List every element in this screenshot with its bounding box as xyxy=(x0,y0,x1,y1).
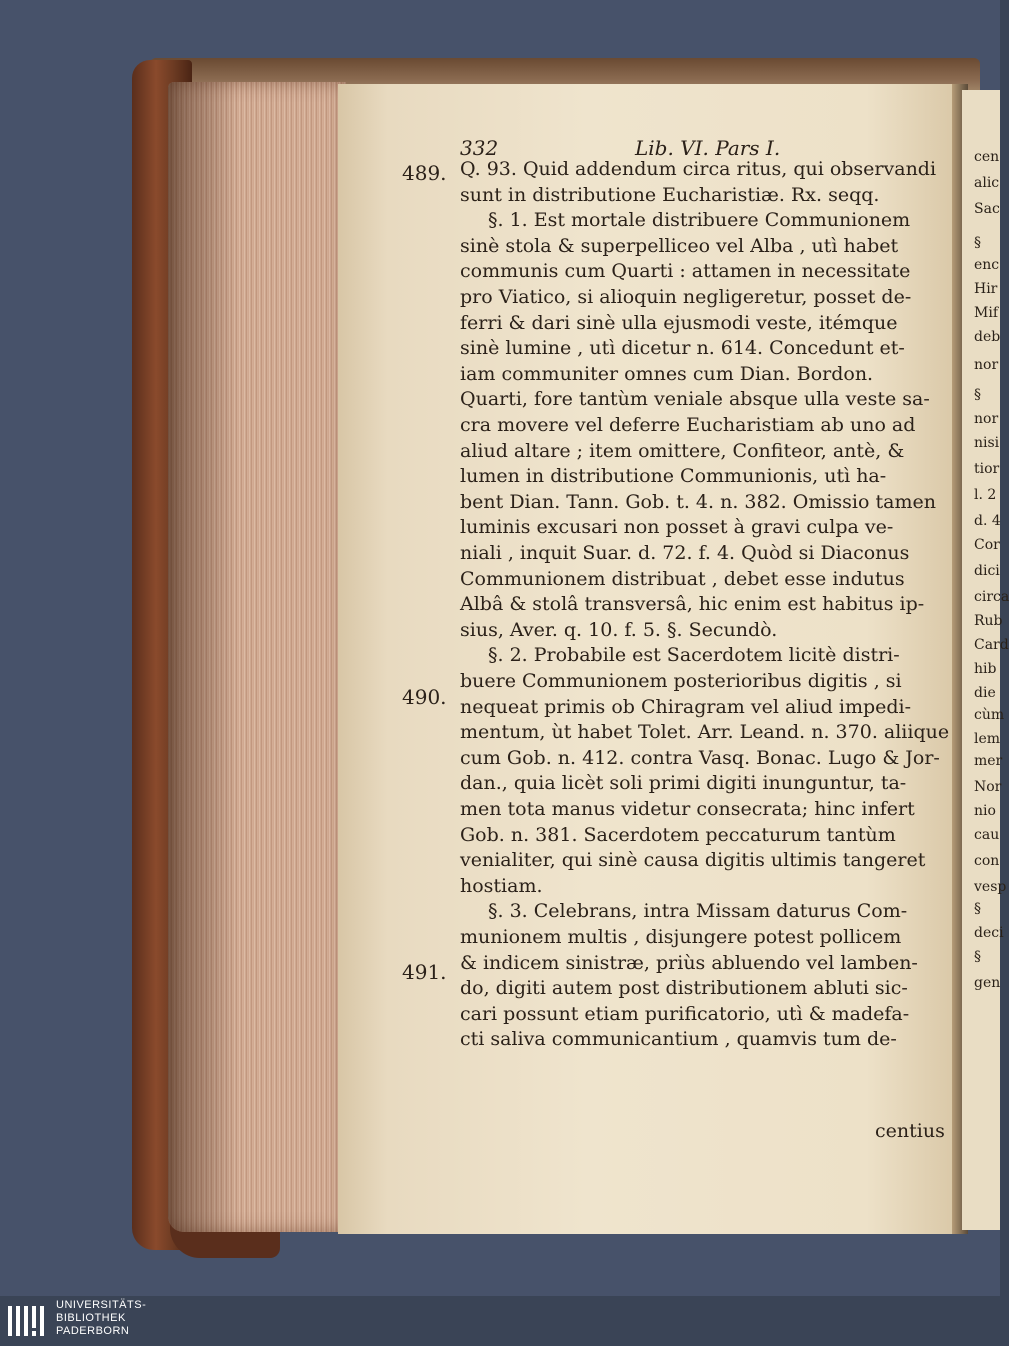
facing-page-fragment: die xyxy=(974,685,996,701)
facing-page-fragment: l. 2 xyxy=(974,487,997,503)
facing-page-fragment: nor xyxy=(974,357,999,373)
facing-page xyxy=(962,90,1009,1230)
facing-page-fragment: Nor xyxy=(974,779,1002,795)
facing-page-fragment: Rub xyxy=(974,613,1003,629)
text-line: buere Communionem posterioribus digitis , si xyxy=(460,670,902,692)
text-line: iam communiter omnes cum Dian. Bordon. xyxy=(460,362,874,385)
text-line: Quarti, fore tantùm veniale absque ulla veste sa- xyxy=(460,388,930,411)
text-line: luminis excusari non posset à gravi culpa ve- xyxy=(460,516,894,539)
text-line: communis cum Quarti : attamen in necessitate xyxy=(460,260,911,283)
text-line: Albâ & stolâ transversâ, hic enim est habitus ip- xyxy=(460,593,925,616)
facing-page-fragment: Card xyxy=(974,637,1009,653)
facing-page-fragment: § xyxy=(974,387,981,403)
text-line: Gob. n. 381. Sacerdotem peccaturum tantùm xyxy=(460,823,896,846)
text-line: & indicem sinistræ, priùs abluendo vel lamben- xyxy=(460,951,918,974)
text-line: do, digiti autem post distributionem abluti sic- xyxy=(460,977,908,1000)
text-line: cari possunt etiam purificatorio, utì & madefa- xyxy=(460,1002,910,1025)
text-line: pro Viatico, si alioquin negligeretur, posset de- xyxy=(460,286,912,308)
facing-page-fragment: nisi xyxy=(974,435,1000,451)
facing-page-fragment: cùm xyxy=(974,707,1005,723)
text-line: dan., quia licèt soli primi digiti inunguntur, ta- xyxy=(460,772,907,795)
facing-page-fragment: § xyxy=(974,235,981,251)
page-edges-shadow xyxy=(168,82,238,1232)
text-line: aliud altare ; item omittere, Confiteor, antè, & xyxy=(460,439,905,462)
facing-page-fragment: nor xyxy=(974,411,999,427)
facing-page-fragment: deb xyxy=(974,329,1001,345)
text-line: hostiam. xyxy=(460,874,543,897)
text-line: cum Gob. n. 412. contra Vasq. Bonac. Lugo & Jor- xyxy=(460,746,940,769)
facing-page-fragment: § xyxy=(974,901,981,917)
facing-page-fragment: d. 4 xyxy=(974,513,1001,529)
margin-number-490: 490. xyxy=(402,685,447,709)
text-line: ferri & dari sinè ulla ejusmodi veste, itémque xyxy=(460,311,898,334)
text-line: sunt in distributione Eucharistiæ. Rx. seqq. xyxy=(460,183,880,206)
library-name-line1: UNIVERSITÄTS- xyxy=(56,1299,147,1311)
text-line: bent Dian. Tann. Gob. t. 4. n. 382. Omissio tamen xyxy=(460,490,936,513)
facing-page-fragment: dici xyxy=(974,563,1000,579)
facing-page-fragment: hib xyxy=(974,661,997,677)
facing-page-fragment: vesp xyxy=(974,879,1007,895)
library-name-line2: BIBLIOTHEK xyxy=(56,1312,126,1324)
facing-page-fragment: enc xyxy=(974,257,1000,273)
page-number: 332 xyxy=(460,136,499,160)
library-logo-icon xyxy=(8,1306,44,1336)
facing-page-fragment: cau xyxy=(974,827,1000,843)
facing-page-fragment: Cor xyxy=(974,537,1000,553)
facing-page-fragment: Sac xyxy=(974,201,1000,217)
text-line: niali , inquit Suar. d. 72. f. 4. Quòd si Diaconus xyxy=(460,542,910,564)
text-line: venialiter, qui sinè causa digitis ultimis tangeret xyxy=(460,849,926,872)
facing-page-fragment: deci xyxy=(974,925,1004,941)
facing-page-fragment: cen xyxy=(974,149,1000,165)
text-line: Q. 93. Quid addendum circa ritus, qui observandi xyxy=(460,158,937,180)
text-line: §. 1. Est mortale distribuere Communionem xyxy=(488,209,911,232)
text-line: mentum, ùt habet Tolet. Arr. Leand. n. 370. aliique xyxy=(460,721,950,744)
facing-page-fragment: tior xyxy=(974,461,1000,477)
running-head: Lib. VI. Pars I. xyxy=(635,136,781,160)
text-line: munionem multis , disjungere potest pollicem xyxy=(460,926,902,948)
margin-number-491: 491. xyxy=(402,960,447,984)
facing-page-fragment: con xyxy=(974,853,1000,869)
text-line: men tota manus videtur consecrata; hinc infert xyxy=(460,798,915,820)
text-line: cra movere vel deferre Eucharistiam ab uno ad xyxy=(460,414,916,436)
facing-page-fragment: mer xyxy=(974,753,1003,769)
text-line: lumen in distributione Communionis, utì ha- xyxy=(460,465,887,488)
text-line: nequeat primis ob Chiragram vel aliud impedi- xyxy=(460,695,912,718)
margin-number-489: 489. xyxy=(402,161,447,185)
facing-page-fragment: Hir xyxy=(974,281,998,297)
text-line: §. 3. Celebrans, intra Missam daturus Com- xyxy=(488,900,908,923)
facing-page-fragment: nio xyxy=(974,803,996,819)
text-line: sius, Aver. q. 10. f. 5. §. Secundò. xyxy=(460,618,778,641)
text-line: §. 2. Probabile est Sacerdotem licitè distri- xyxy=(488,644,900,667)
library-footer xyxy=(0,1296,1000,1346)
library-name-line3: PADERBORN xyxy=(56,1325,130,1337)
facing-page-fragment: circa xyxy=(974,589,1009,605)
facing-page-fragment: § xyxy=(974,949,981,965)
catchword: centius xyxy=(875,1120,945,1142)
facing-page-fragment: lem xyxy=(974,731,1001,747)
text-line: Communionem distribuat , debet esse indutus xyxy=(460,567,905,590)
facing-page-fragment: alic xyxy=(974,175,1000,191)
facing-page-fragment: Mif xyxy=(974,305,998,321)
facing-page-fragment: gen xyxy=(974,975,1001,991)
text-line: sinè lumine , utì dicetur n. 614. Concedunt et- xyxy=(460,337,905,360)
text-line: sinè stola & superpelliceo vel Alba , utì habet xyxy=(460,234,899,257)
text-line: cti saliva communicantium , quamvis tum de- xyxy=(460,1028,897,1051)
